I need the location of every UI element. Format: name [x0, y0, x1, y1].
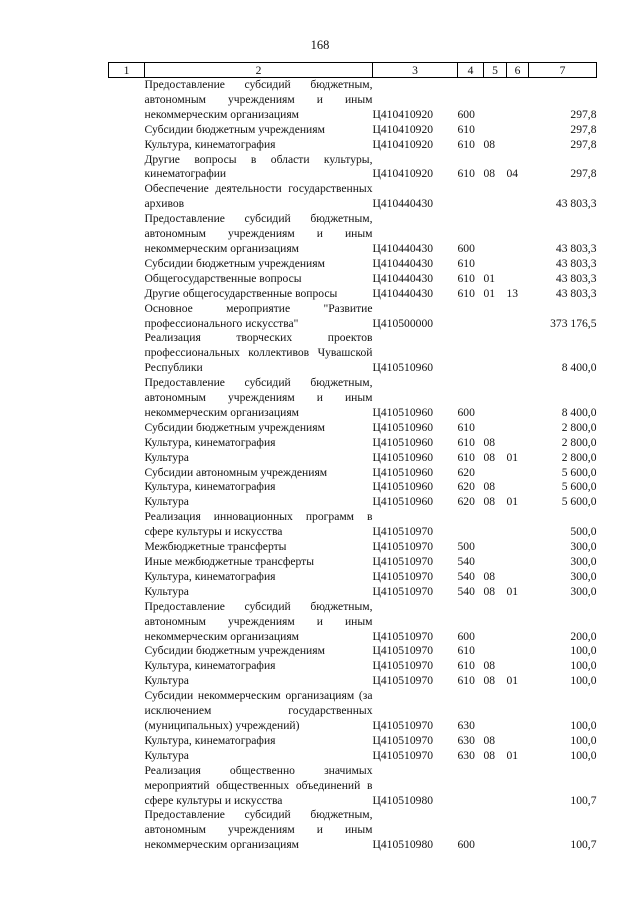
row-subsection [507, 212, 529, 257]
row-expense-type [458, 510, 484, 540]
row-name: Культура, кинематография [144, 137, 276, 151]
row-name: Культура, кинематография [144, 480, 276, 494]
row-target-code: Ц410510970 [372, 674, 434, 688]
row-section: 08 [483, 569, 496, 583]
row-subsection [507, 331, 529, 376]
column-header-5: 5 [484, 63, 507, 78]
row-name: Реализация инновационных программ в сфере культуры и искусства [144, 510, 373, 539]
row-amount: 43 803,3 [555, 256, 597, 270]
row-section: 01 [483, 286, 496, 300]
row-target-code: Ц410510970 [372, 584, 434, 598]
row-name: Субсидии бюджетным учреждениям [144, 420, 325, 434]
row-subsection [507, 466, 529, 481]
row-expense-type: 620 [457, 480, 475, 494]
row-name: Другие вопросы в области культуры, кинематографии [144, 152, 373, 181]
row-amount: 5 600,0 [561, 495, 597, 509]
row-subsection [507, 272, 529, 287]
row-index-cell [109, 421, 145, 436]
row-expense-type [458, 182, 484, 212]
row-section [484, 123, 507, 138]
row-name: Культура [144, 748, 189, 762]
row-expense-type: 620 [457, 495, 475, 509]
row-subsection [507, 510, 529, 540]
row-index-cell [109, 466, 145, 481]
row-target-code: Ц410510970 [372, 733, 434, 747]
row-amount: 300,0 [570, 555, 597, 568]
row-section: 08 [483, 584, 496, 598]
row-section: 08 [483, 450, 496, 464]
row-section: 08 [483, 480, 496, 494]
row-expense-type: 610 [457, 122, 475, 136]
row-subsection [507, 78, 529, 123]
row-subsection [507, 302, 529, 332]
row-amount: 297,8 [570, 122, 597, 136]
row-index-cell [109, 182, 145, 212]
row-expense-type: 610 [457, 256, 475, 270]
table-row [109, 808, 597, 853]
row-name: Культура, кинематография [144, 435, 276, 449]
row-name: Реализация общественно значимых мероприятий общественных объединений в сфере культуры и искусства [144, 763, 373, 807]
row-expense-type: 610 [457, 137, 475, 151]
row-amount: 100,7 [570, 793, 597, 807]
row-expense-type: 620 [457, 465, 475, 479]
row-index-cell [109, 585, 145, 600]
row-expense-type: 610 [457, 659, 475, 673]
row-subsection [507, 644, 529, 659]
row-target-code: Ц410410920 [372, 167, 434, 181]
table-row [109, 182, 597, 212]
table-row [109, 540, 597, 555]
row-name: Культура [144, 584, 189, 598]
row-section: 08 [483, 659, 496, 673]
row-target-code: Ц410410920 [372, 137, 434, 151]
row-section: 08 [483, 748, 496, 762]
row-subsection [507, 138, 529, 153]
table-row [109, 570, 597, 585]
row-section [484, 540, 507, 555]
table-row [109, 480, 597, 495]
row-name: Культура, кинематография [144, 569, 276, 583]
row-name: Общегосударственные вопросы [144, 271, 302, 285]
row-amount: 297,8 [570, 107, 597, 121]
row-section [484, 421, 507, 436]
row-subsection [507, 257, 529, 272]
row-name: Обеспечение деятельности государственных архивов [144, 182, 373, 211]
row-target-code: Ц410510970 [372, 718, 434, 732]
table-row [109, 644, 597, 659]
row-amount: 43 803,3 [555, 197, 597, 211]
row-target-code: Ц410510970 [372, 525, 434, 539]
row-subsection [507, 123, 529, 138]
row-section: 08 [483, 137, 496, 151]
table-row [109, 466, 597, 481]
row-name: Предоставление субсидий бюджетным, автономным учреждениям и иным некоммерческим организациям [144, 212, 373, 255]
row-index-cell [109, 555, 145, 570]
row-target-code: Ц410510980 [372, 793, 434, 807]
table-row [109, 764, 597, 809]
row-section [484, 182, 507, 212]
row-index-cell [109, 600, 145, 645]
row-amount: 300,0 [570, 584, 597, 598]
row-amount: 100,0 [570, 674, 597, 688]
row-target-code: Ц410510970 [372, 748, 434, 762]
row-target-code: Ц410510960 [372, 405, 434, 419]
row-section [484, 78, 507, 123]
table-row [109, 749, 597, 764]
row-expense-type: 630 [457, 733, 475, 747]
row-subsection [507, 570, 529, 585]
table-row [109, 78, 597, 123]
row-section [484, 808, 507, 853]
table-row [109, 510, 597, 540]
row-target-code: Ц410410920 [372, 107, 434, 121]
row-amount: 8 400,0 [561, 361, 597, 375]
row-amount: 5 600,0 [561, 480, 597, 494]
column-header-1: 1 [109, 63, 145, 78]
table-row [109, 674, 597, 689]
row-name: Межбюджетные трансферты [144, 540, 287, 554]
row-amount: 100,0 [570, 733, 597, 747]
row-target-code: Ц410510960 [372, 495, 434, 509]
row-expense-type: 540 [457, 569, 475, 583]
row-expense-type [458, 331, 484, 376]
row-index-cell [109, 451, 145, 466]
row-index-cell [109, 212, 145, 257]
row-amount: 100,0 [570, 748, 597, 762]
row-index-cell [109, 495, 145, 510]
row-amount: 2 800,0 [561, 450, 597, 464]
row-target-code: Ц410440430 [372, 241, 434, 255]
row-expense-type: 600 [457, 405, 475, 419]
row-amount: 100,7 [570, 838, 597, 852]
row-section [484, 212, 507, 257]
table-row [109, 585, 597, 600]
row-expense-type: 610 [457, 271, 475, 285]
row-subsection [507, 734, 529, 749]
row-subsection [507, 376, 529, 421]
row-subsection [507, 764, 529, 809]
table-row [109, 689, 597, 734]
row-name: Культура [144, 495, 189, 509]
row-amount: 297,8 [570, 167, 597, 181]
table-row [109, 734, 597, 749]
row-target-code: Ц410510960 [372, 361, 434, 375]
row-target-code: Ц410510970 [372, 540, 434, 554]
row-target-code: Ц410440430 [372, 271, 434, 285]
row-amount: 43 803,3 [555, 271, 597, 285]
row-section [484, 466, 507, 481]
row-index-cell [109, 808, 145, 853]
row-section [484, 302, 507, 332]
table-row [109, 555, 597, 570]
row-index-cell [109, 287, 145, 302]
row-name: Субсидии некоммерческим организациям (за исключением государственных (муниципальных) учреждений) [144, 689, 373, 732]
table-row [109, 257, 597, 272]
row-index-cell [109, 510, 145, 540]
row-index-cell [109, 138, 145, 153]
row-expense-type: 500 [457, 540, 475, 554]
table-row [109, 451, 597, 466]
row-subsection: 13 [506, 286, 519, 300]
row-section: 08 [483, 495, 496, 509]
row-index-cell [109, 78, 145, 123]
row-subsection: 01 [506, 674, 519, 688]
row-section: 08 [483, 733, 496, 747]
table-row [109, 600, 597, 645]
row-name: Иные межбюджетные трансферты [144, 555, 315, 568]
table-row [109, 153, 597, 183]
row-index-cell [109, 749, 145, 764]
row-section: 01 [483, 271, 496, 285]
row-index-cell [109, 540, 145, 555]
row-index-cell [109, 376, 145, 421]
row-amount: 100,0 [570, 644, 597, 658]
row-name: Предоставление субсидий бюджетным, автономным учреждениям и иным некоммерческим организациям [144, 78, 373, 121]
row-name: Субсидии автономным учреждениям [144, 465, 328, 479]
row-subsection: 01 [506, 450, 519, 464]
table-row [109, 138, 597, 153]
row-name: Другие общегосударственные вопросы [144, 286, 338, 300]
row-expense-type: 610 [457, 674, 475, 688]
row-section [484, 689, 507, 734]
row-index-cell [109, 480, 145, 495]
table-row [109, 287, 597, 302]
table-row [109, 123, 597, 138]
row-target-code: Ц410440430 [372, 286, 434, 300]
row-amount: 8 400,0 [561, 405, 597, 419]
row-section [484, 600, 507, 645]
row-section: 08 [483, 674, 496, 688]
row-target-code: Ц410440430 [372, 256, 434, 270]
table-row [109, 376, 597, 421]
row-name: Культура, кинематография [144, 659, 276, 673]
row-index-cell [109, 302, 145, 332]
row-subsection [507, 421, 529, 436]
row-section: 08 [483, 435, 496, 449]
table-row [109, 421, 597, 436]
row-amount: 100,0 [570, 659, 597, 673]
page-number: 168 [310, 38, 330, 52]
row-subsection [507, 689, 529, 734]
row-section [484, 331, 507, 376]
row-section [484, 644, 507, 659]
row-target-code: Ц410510960 [372, 450, 434, 464]
row-expense-type [458, 302, 484, 332]
row-name: Реализация творческих проектов профессиональных коллективов Чувашской Республики [144, 331, 373, 375]
row-expense-type: 540 [457, 555, 475, 568]
table-body [109, 78, 597, 854]
row-amount: 43 803,3 [555, 286, 597, 300]
row-target-code: Ц410510970 [372, 644, 434, 658]
row-name: Культура, кинематография [144, 733, 276, 747]
row-expense-type: 600 [457, 629, 475, 643]
row-index-cell [109, 123, 145, 138]
table-row [109, 659, 597, 674]
row-subsection [507, 659, 529, 674]
row-section [484, 510, 507, 540]
row-section [484, 555, 507, 570]
row-target-code: Ц410510970 [372, 629, 434, 643]
row-index-cell [109, 570, 145, 585]
row-subsection [507, 436, 529, 451]
row-expense-type: 610 [457, 644, 475, 658]
row-amount: 373 176,5 [550, 316, 597, 330]
row-expense-type: 610 [457, 450, 475, 464]
row-section [484, 376, 507, 421]
row-expense-type: 600 [457, 838, 475, 852]
column-header-4: 4 [458, 63, 484, 78]
row-amount: 5 600,0 [561, 465, 597, 479]
row-name: Субсидии бюджетным учреждениям [144, 644, 325, 658]
row-expense-type [458, 764, 484, 809]
row-subsection: 01 [506, 584, 519, 598]
row-target-code: Ц410440430 [372, 197, 434, 211]
row-subsection [507, 480, 529, 495]
row-target-code: Ц410510960 [372, 435, 434, 449]
row-target-code: Ц410510960 [372, 420, 434, 434]
row-index-cell [109, 764, 145, 809]
row-section [484, 257, 507, 272]
row-target-code: Ц410510960 [372, 465, 434, 479]
row-expense-type: 630 [457, 718, 475, 732]
row-target-code: Ц410500000 [372, 316, 434, 330]
row-subsection: 04 [506, 167, 519, 181]
row-subsection: 01 [506, 748, 519, 762]
row-subsection [507, 600, 529, 645]
row-amount: 200,0 [570, 629, 597, 643]
table-row [109, 331, 597, 376]
column-number-header [109, 63, 597, 78]
row-expense-type: 630 [457, 748, 475, 762]
row-expense-type: 610 [457, 420, 475, 434]
row-name: Предоставление субсидий бюджетным, автономным учреждениям и иным некоммерческим организациям [144, 376, 373, 419]
row-expense-type: 600 [457, 107, 475, 121]
row-amount: 300,0 [570, 569, 597, 583]
row-index-cell [109, 674, 145, 689]
column-header-7: 7 [529, 63, 597, 78]
column-header-6: 6 [507, 63, 529, 78]
row-amount: 2 800,0 [561, 420, 597, 434]
row-subsection [507, 540, 529, 555]
row-target-code: Ц410510970 [372, 569, 434, 583]
row-name: Основное мероприятие "Развитие профессионального искусства" [144, 301, 373, 330]
row-expense-type: 600 [457, 241, 475, 255]
row-section: 08 [483, 167, 496, 181]
row-amount: 43 803,3 [555, 241, 597, 255]
row-name: Предоставление субсидий бюджетным, автономным учреждениям и иным некоммерческим организациям [144, 808, 373, 852]
row-name: Предоставление субсидий бюджетным, автономным учреждениям и иным некоммерческим организациям [144, 599, 373, 643]
table-row [109, 212, 597, 257]
row-index-cell [109, 153, 145, 183]
row-index-cell [109, 272, 145, 287]
row-target-code: Ц410510960 [372, 480, 434, 494]
row-name: Культура [144, 674, 189, 688]
row-subsection [507, 808, 529, 853]
column-header-2: 2 [145, 63, 373, 78]
row-expense-type: 540 [457, 584, 475, 598]
row-name: Субсидии бюджетным учреждениям [144, 256, 325, 270]
table-row [109, 302, 597, 332]
row-target-code: Ц410510970 [372, 555, 434, 568]
row-expense-type: 610 [457, 435, 475, 449]
table-row [109, 495, 597, 510]
row-amount: 297,8 [570, 137, 597, 151]
row-expense-type: 610 [457, 286, 475, 300]
row-index-cell [109, 257, 145, 272]
row-index-cell [109, 436, 145, 451]
row-target-code: Ц410410920 [372, 122, 434, 136]
row-amount: 2 800,0 [561, 435, 597, 449]
row-target-code: Ц410510980 [372, 838, 434, 852]
column-header-3: 3 [373, 63, 458, 78]
row-index-cell [109, 644, 145, 659]
row-index-cell [109, 659, 145, 674]
row-subsection [507, 555, 529, 570]
row-name: Субсидии бюджетным учреждениям [144, 122, 325, 136]
row-amount: 100,0 [570, 718, 597, 732]
row-amount: 500,0 [570, 525, 597, 539]
row-subsection: 01 [506, 495, 519, 509]
row-target-code: Ц410510970 [372, 659, 434, 673]
budget-table [108, 62, 597, 853]
row-index-cell [109, 734, 145, 749]
table-row [109, 436, 597, 451]
table-row [109, 272, 597, 287]
row-name: Культура [144, 450, 189, 464]
row-index-cell [109, 689, 145, 734]
row-amount: 300,0 [570, 540, 597, 554]
row-subsection [507, 182, 529, 212]
row-expense-type: 610 [457, 167, 475, 181]
row-section [484, 764, 507, 809]
row-index-cell [109, 331, 145, 376]
